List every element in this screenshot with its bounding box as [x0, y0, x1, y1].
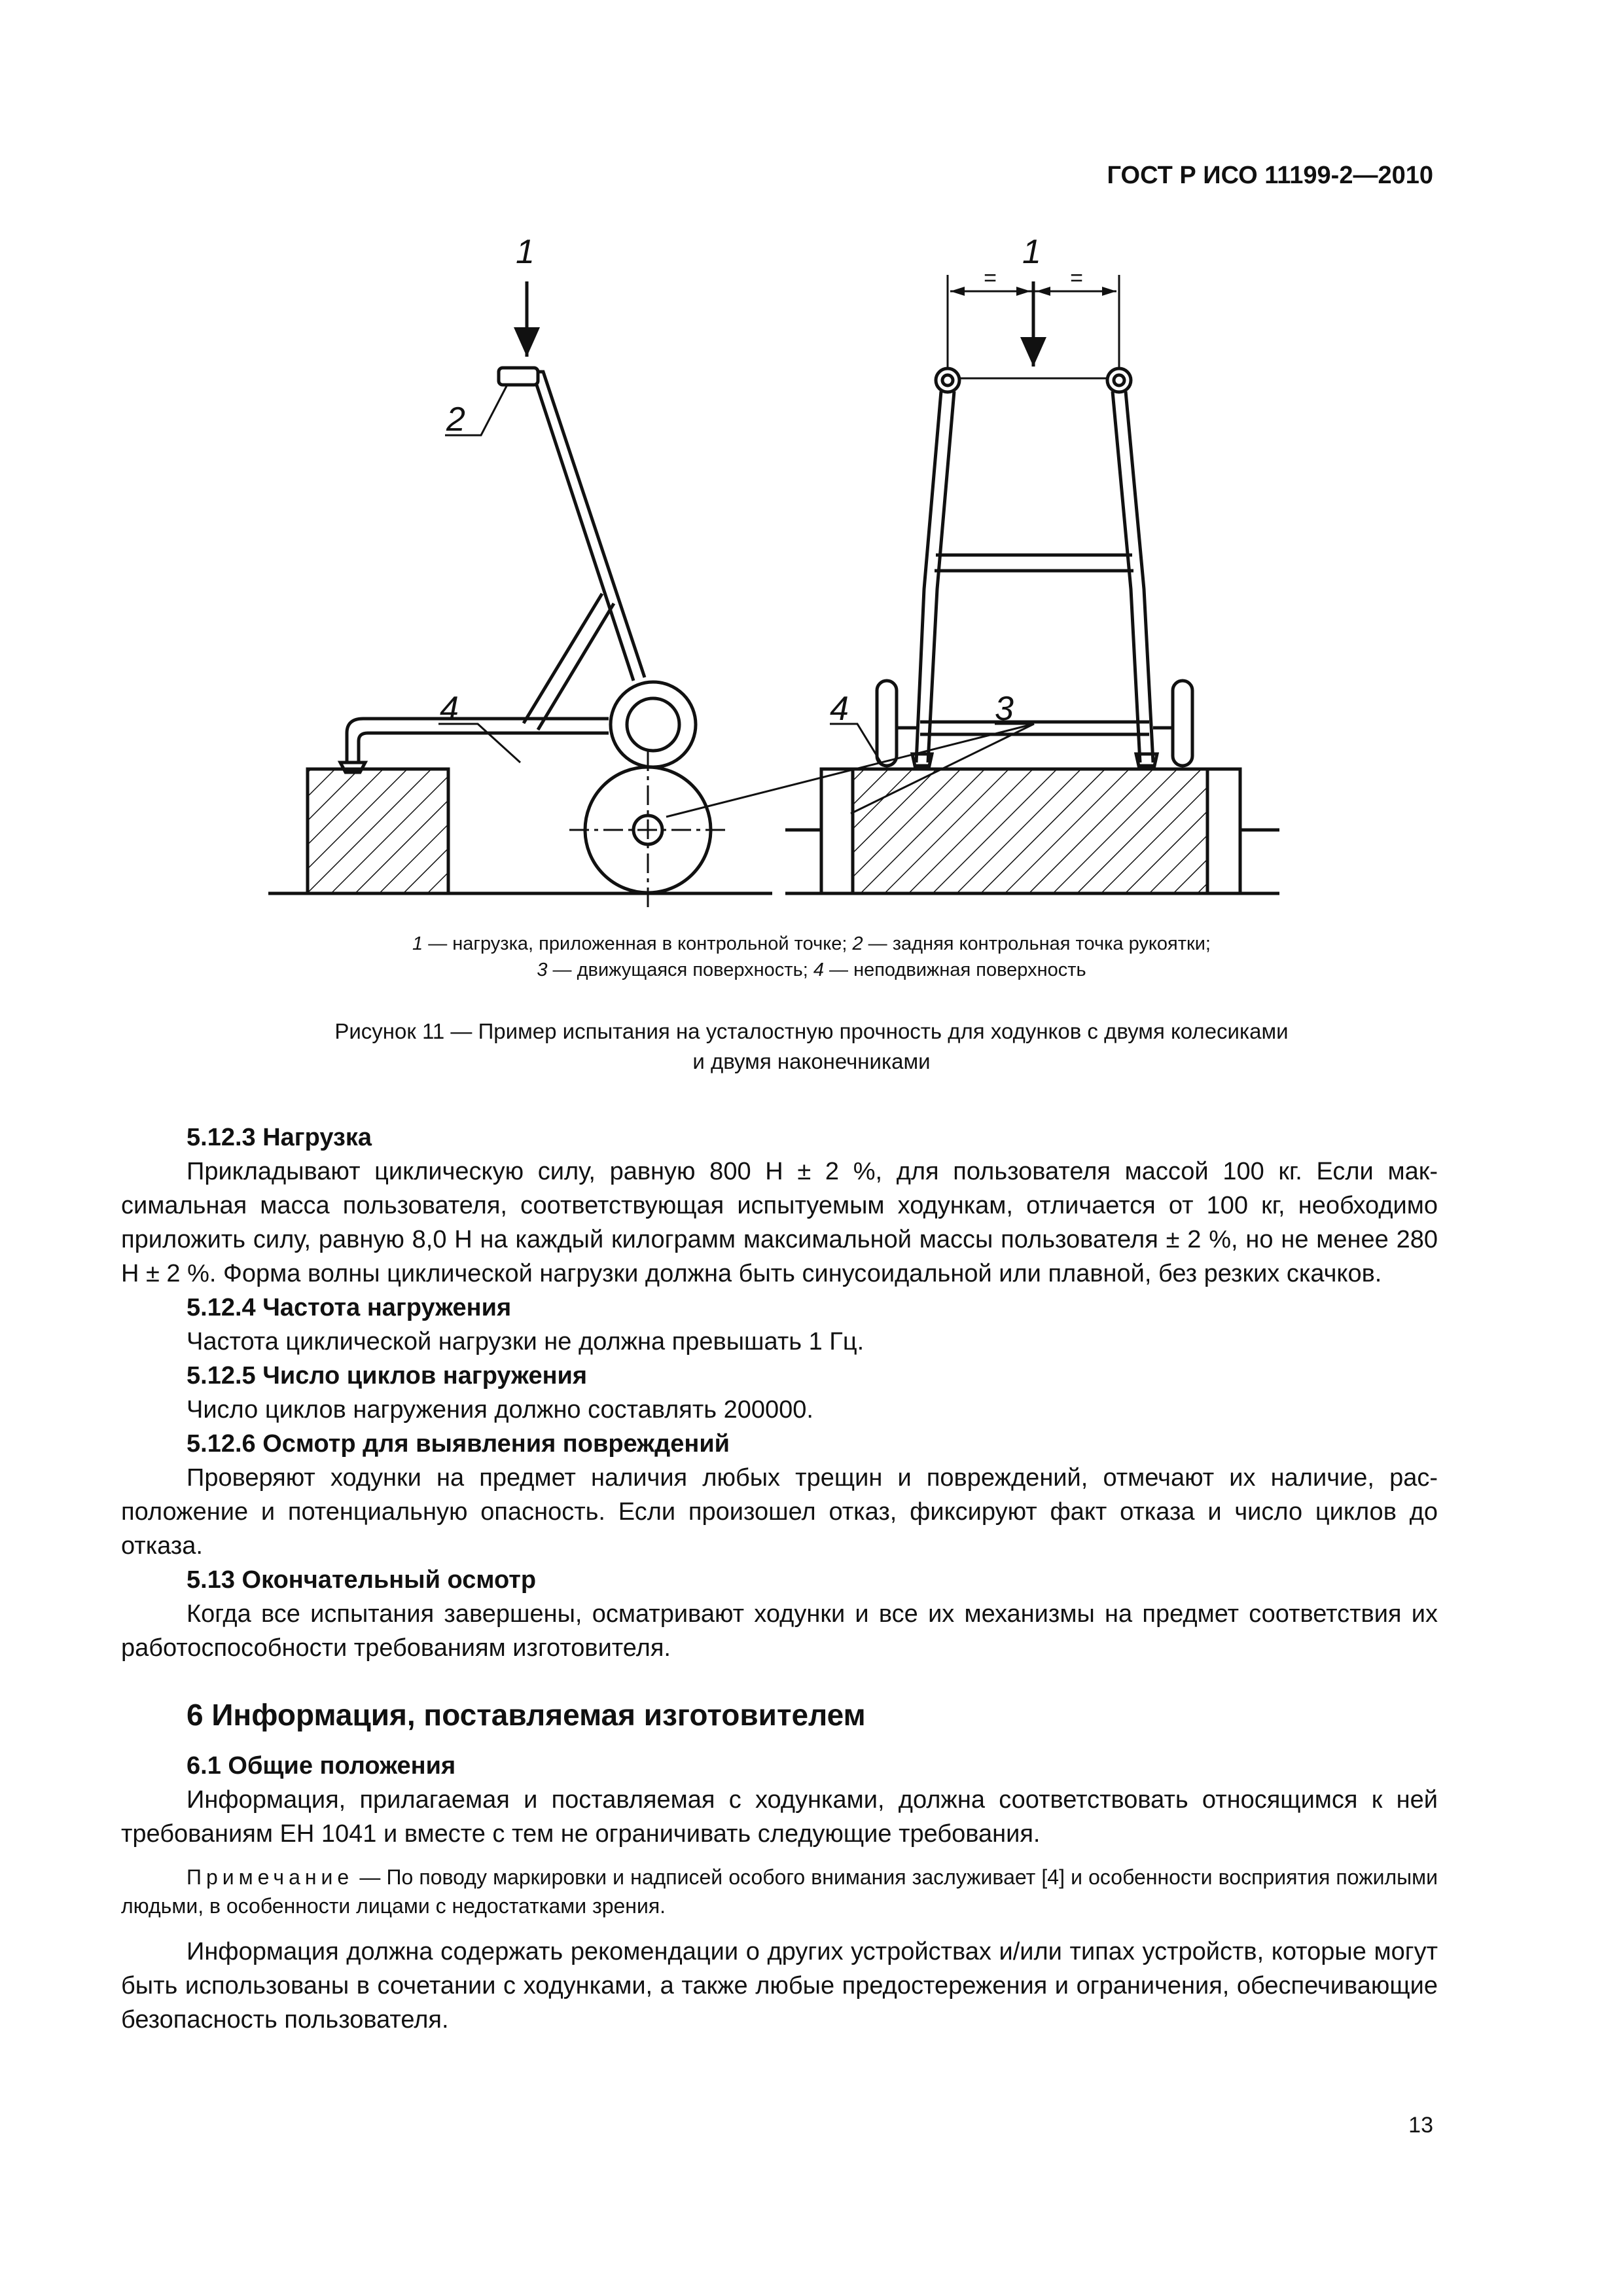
wheel-left [877, 681, 897, 766]
section-6-title: 6 Информация, поставляемая изготовителем [187, 1698, 866, 1732]
note-text: — По поводу маркировки и надписей особого внимания заслуживает [4] и особенности восприятия пожилыми людьми, в особенности лицами с недостатками зрения. [121, 1865, 1438, 1918]
moving-surface-side-left [821, 769, 853, 893]
page-number: 13 [1408, 2113, 1433, 2138]
text-5-12-3: Прикладывают циклическую силу, равную 800 Н ± 2 %, для пользователя массой 100 кг. Если максимальная масса пользователя, соответствующая испытуемым ходункам, отличается от 100 кг, необходимо приложить силу, равную 8,0 Н на каждый килограмм максимальной массы пользователя ± 2 %, но не менее 280 Н ± 2 %. Форма волны циклической нагрузки должна быть синусоидальной или плавной, без резких скачков. [121, 1158, 1438, 1287]
walker-leg-right [1113, 391, 1140, 762]
heading-5-12-5: 5.12.5 Число циклов нагружения [187, 1362, 588, 1390]
walker-frame-base [347, 719, 609, 762]
fixed-surface-block-left [308, 769, 448, 893]
heading-5-12-3: 5.12.3 Нагрузка [187, 1124, 372, 1151]
callout-1-left: 1 [516, 233, 535, 271]
walker-wheel [611, 682, 696, 767]
fatigue-test-figure [255, 223, 1302, 916]
callout-2: 2 [446, 401, 465, 439]
heading-5-13: 5.13 Окончательный осмотр [187, 1566, 537, 1594]
heading-6-1: 6.1 Общие положения [187, 1752, 456, 1780]
handle-joint-right [1107, 368, 1131, 392]
note [121, 1863, 1438, 1920]
callout-1-right: 1 [1022, 233, 1041, 271]
text-6-1-continued: Информация должна содержать рекомендации о других устройствах и/или типах устройств, которые могут быть использованы в сочетании с ходунками, а также любые предостережения и ограничения, обеспечивающие безопасность пользователя. [121, 1938, 1438, 2034]
figure-legend: 1 — нагрузка, приложенная в контрольной точке; 2 — задняя контрольная точка рукоятки; 3 — движущаяся поверхность; 4 — неподвижная поверхность [412, 933, 1211, 980]
handle-joint-left [936, 368, 959, 392]
left-view [268, 281, 772, 908]
text-5-13: Когда все испытания завершены, осматривают ходунки и все их механизмы на предмет соответствия их работоспособности требованиям изготовителя. [121, 1600, 1438, 1662]
handle-grip [499, 368, 538, 385]
walker-diagonal-brace [524, 594, 602, 723]
text-6-1: Информация, прилагаемая и поставляемая с ходунками, должна соответствовать относящимся к ней требованиям ЕН 1041 и вместе с тем не ограничивать следующие требования. [121, 1786, 1438, 1848]
text-5-12-5: Число циклов нагружения должно составлять 200000. [187, 1396, 813, 1424]
figure-caption: Рисунок 11 — Пример испытания на усталостную прочность для ходунков с двумя колесиками и двумя наконечниками [334, 1019, 1289, 1073]
equal-mark-left: = [984, 266, 997, 291]
leader-lines [438, 385, 1034, 817]
moving-surface-side-right [1207, 769, 1240, 893]
text-5-12-6: Проверяют ходунки на предмет наличия любых трещин и повреждений, отмечают их наличие, расположение и потенциальную опасность. Если произошел отказ, фиксируют факт отказа и число циклов до отказа. [121, 1464, 1438, 1560]
fixed-surface-block-right [853, 769, 1207, 893]
text-5-12-4: Частота циклической нагрузки не должна превышать 1 Гц. [187, 1328, 865, 1355]
document-header: ГОСТ Р ИСО 11199-2—2010 [1107, 162, 1433, 189]
right-view [785, 275, 1279, 893]
heading-5-12-4: 5.12.4 Частота нагружения [187, 1294, 512, 1321]
note-label: Примечание [187, 1865, 354, 1889]
main-content [121, 1121, 1438, 2037]
wheel-right [1173, 681, 1192, 766]
heading-5-12-6: 5.12.6 Осмотр для выявления повреждений [187, 1430, 730, 1458]
callout-3: 3 [995, 690, 1014, 728]
equal-mark-right: = [1070, 266, 1083, 291]
callout-4-right: 4 [830, 690, 849, 728]
callout-4-left: 4 [440, 690, 459, 728]
